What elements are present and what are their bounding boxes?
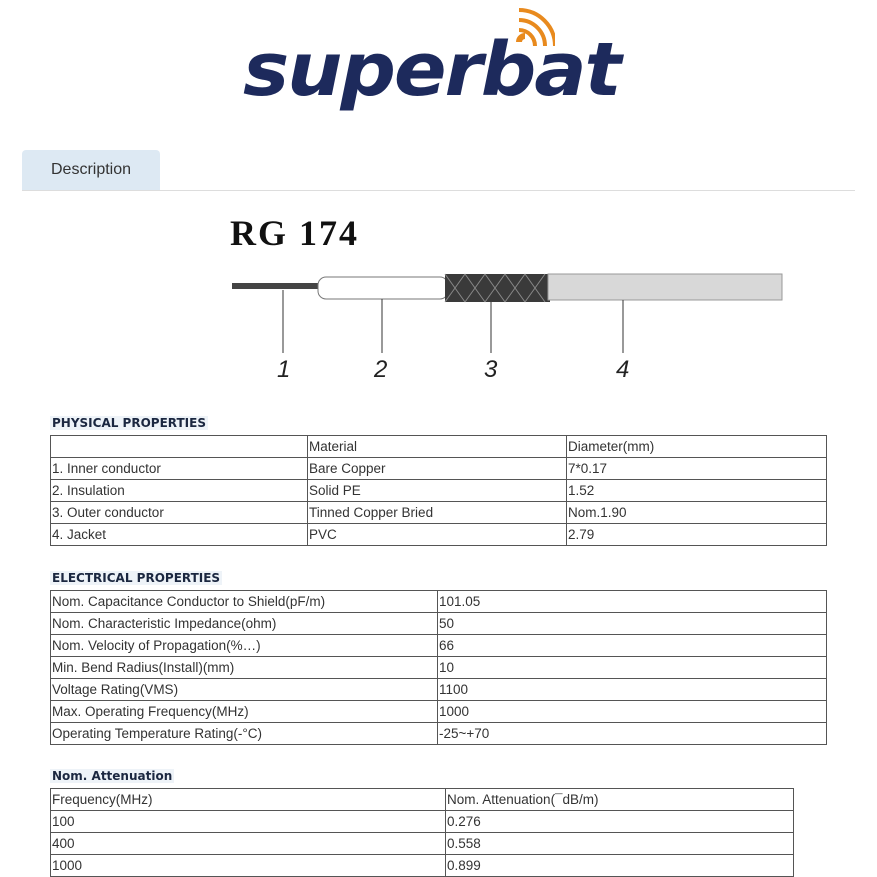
cell: 1000 xyxy=(51,855,446,877)
cell: Tinned Copper Bried xyxy=(308,502,567,524)
cell: 100 xyxy=(51,811,446,833)
cell: 50 xyxy=(438,613,827,635)
table-row xyxy=(51,723,827,745)
attenuation-heading: Nom. Attenuation xyxy=(52,769,173,783)
cell: Solid PE xyxy=(308,480,567,502)
header-cell: Diameter(mm) xyxy=(567,436,827,458)
tab-description[interactable]: Description xyxy=(22,150,160,190)
table-row xyxy=(51,591,827,613)
cell: PVC xyxy=(308,524,567,546)
tab-divider xyxy=(22,190,855,191)
cell: -25~+70 xyxy=(438,723,827,745)
table-row xyxy=(51,635,827,657)
cell: 2. Insulation xyxy=(51,480,308,502)
cell: 1000 xyxy=(438,701,827,723)
header-cell: Nom. Attenuation(¯dB/m) xyxy=(446,789,794,811)
product-title: RG 174 xyxy=(230,213,359,253)
table-row xyxy=(51,833,794,855)
part-label-4: 4 xyxy=(616,356,630,383)
part-label-3: 3 xyxy=(484,356,498,383)
cell: 0.899 xyxy=(446,855,794,877)
table-row xyxy=(51,524,827,546)
cell: 1. Inner conductor xyxy=(51,458,308,480)
header-cell: Material xyxy=(308,436,567,458)
cell: Min. Bend Radius(Install)(mm) xyxy=(51,657,438,679)
cell: 1100 xyxy=(438,679,827,701)
cell: Nom. Capacitance Conductor to Shield(pF/m) xyxy=(51,591,438,613)
signal-icon xyxy=(515,2,555,46)
cell: 4. Jacket xyxy=(51,524,308,546)
table-row xyxy=(51,701,827,723)
table-row xyxy=(51,657,827,679)
electrical-table xyxy=(50,590,827,745)
cell: 1.52 xyxy=(567,480,827,502)
cell: Nom.1.90 xyxy=(567,502,827,524)
table-row xyxy=(51,679,827,701)
header-cell: Frequency(MHz) xyxy=(51,789,446,811)
table-row xyxy=(51,613,827,635)
cell: 10 xyxy=(438,657,827,679)
cable-diagram xyxy=(225,268,795,363)
header-cell xyxy=(51,436,308,458)
attenuation-table xyxy=(50,788,794,877)
table-row xyxy=(51,480,827,502)
cell: Voltage Rating(VMS) xyxy=(51,679,438,701)
physical-heading: PHYSICAL PROPERTIES xyxy=(52,416,206,430)
cell: 66 xyxy=(438,635,827,657)
cell: 3. Outer conductor xyxy=(51,502,308,524)
cell: 7*0.17 xyxy=(567,458,827,480)
table-row xyxy=(51,502,827,524)
cell: 101.05 xyxy=(438,591,827,613)
cell: 0.276 xyxy=(446,811,794,833)
table-row xyxy=(51,458,827,480)
cell: 0.558 xyxy=(446,833,794,855)
physical-table xyxy=(50,435,827,546)
cell: 2.79 xyxy=(567,524,827,546)
cell: 400 xyxy=(51,833,446,855)
electrical-heading: ELECTRICAL PROPERTIES xyxy=(52,571,221,585)
cell: Max. Operating Frequency(MHz) xyxy=(51,701,438,723)
table-header-row xyxy=(51,789,794,811)
superbat-logo xyxy=(243,22,633,113)
cell: Nom. Characteristic Impedance(ohm) xyxy=(51,613,438,635)
table-row xyxy=(51,855,794,877)
part-label-2: 2 xyxy=(374,356,388,383)
table-row xyxy=(51,811,794,833)
cell: Nom. Velocity of Propagation(%…) xyxy=(51,635,438,657)
table-header-row xyxy=(51,436,827,458)
part-label-1: 1 xyxy=(277,356,291,383)
logo-text: superbat xyxy=(243,27,620,113)
cell: Operating Temperature Rating(-°C) xyxy=(51,723,438,745)
cell: Bare Copper xyxy=(308,458,567,480)
